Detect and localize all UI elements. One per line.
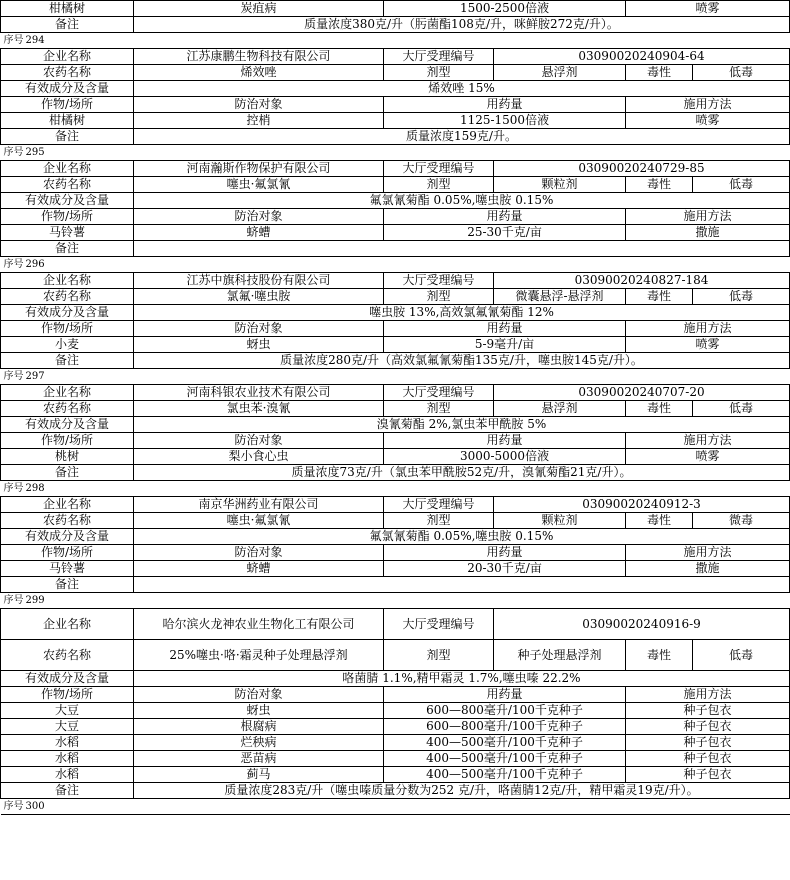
pesticide-name: 25%噻虫·咯·霜灵种子处理悬浮剂 bbox=[134, 640, 384, 671]
remark-cell bbox=[134, 241, 790, 257]
target-cell: 控梢 bbox=[134, 113, 384, 129]
form-label: 剂型 bbox=[384, 513, 494, 529]
seq-label bbox=[1, 593, 790, 609]
target-header: 防治对象 bbox=[134, 97, 384, 113]
remark-row bbox=[1, 465, 790, 481]
ingredient-label: 有效成分及含量 bbox=[1, 305, 134, 321]
crop-site-header: 作物/场所 bbox=[1, 545, 134, 561]
pesticide-name: 烯效唑 bbox=[134, 65, 384, 81]
use-header-row bbox=[1, 97, 790, 113]
form-label: 剂型 bbox=[384, 640, 494, 671]
hall-no-value: 03090020240729-85 bbox=[494, 161, 790, 177]
seq-number: 295 bbox=[25, 147, 45, 158]
method-cell: 喷雾 bbox=[626, 337, 790, 353]
target-cell: 蛴螬 bbox=[134, 225, 384, 241]
dosage-cell: 400—500毫升/100千克种子 bbox=[384, 751, 626, 767]
dosage-cell: 600—800毫升/100千克种子 bbox=[384, 719, 626, 735]
method-header: 施用方法 bbox=[626, 97, 790, 113]
crop-cell: 柑橘树 bbox=[1, 113, 134, 129]
crop-site-header: 作物/场所 bbox=[1, 687, 134, 703]
pesticide-label: 农药名称 bbox=[1, 513, 134, 529]
toxicity-label: 毒性 bbox=[626, 513, 693, 529]
method-cell: 种子包衣 bbox=[626, 719, 790, 735]
crop-cell: 水稻 bbox=[1, 767, 134, 783]
ingredient-row bbox=[1, 81, 790, 97]
method-header: 施用方法 bbox=[626, 209, 790, 225]
use-header-row bbox=[1, 321, 790, 337]
top-use-row bbox=[1, 1, 790, 17]
use-header-row bbox=[1, 209, 790, 225]
dosage-header: 用药量 bbox=[384, 433, 626, 449]
crop-cell: 桃树 bbox=[1, 449, 134, 465]
form-label: 剂型 bbox=[384, 401, 494, 417]
use-row bbox=[1, 751, 790, 767]
use-header-row bbox=[1, 545, 790, 561]
seq-number: 299 bbox=[25, 595, 45, 606]
dosage-cell: 25-30千克/亩 bbox=[384, 225, 626, 241]
company-name: 河南科银农业技术有限公司 bbox=[134, 385, 384, 401]
seq-label bbox=[1, 145, 790, 161]
target-header: 防治对象 bbox=[134, 433, 384, 449]
crop-cell: 柑橘树 bbox=[1, 1, 134, 17]
use-row bbox=[1, 337, 790, 353]
pesticide-row bbox=[1, 65, 790, 81]
form-value: 种子处理悬浮剂 bbox=[494, 640, 626, 671]
crop-cell: 水稻 bbox=[1, 735, 134, 751]
seq-label bbox=[1, 33, 790, 49]
remark-cell: 质量浓度380克/升（肟菌酯108克/升，咪鲜胺272克/升）。 bbox=[134, 17, 790, 33]
target-cell: 蚜虫 bbox=[134, 703, 384, 719]
pesticide-name: 噻虫·氟氯氰 bbox=[134, 513, 384, 529]
seq-row bbox=[1, 369, 790, 385]
method-cell: 种子包衣 bbox=[626, 751, 790, 767]
hall-no-value: 03090020240827-184 bbox=[494, 273, 790, 289]
dosage-cell: 400—500毫升/100千克种子 bbox=[384, 735, 626, 751]
remark-row bbox=[1, 577, 790, 593]
ingredient-row bbox=[1, 417, 790, 433]
seq-number: 297 bbox=[25, 371, 45, 382]
dosage-cell: 3000-5000倍液 bbox=[384, 449, 626, 465]
toxicity-value: 低毒 bbox=[693, 65, 790, 81]
method-header: 施用方法 bbox=[626, 687, 790, 703]
use-row bbox=[1, 449, 790, 465]
target-cell: 蓟马 bbox=[134, 767, 384, 783]
pesticide-label: 农药名称 bbox=[1, 65, 134, 81]
method-cell: 撒施 bbox=[626, 561, 790, 577]
crop-cell: 马铃薯 bbox=[1, 225, 134, 241]
seq-label-text: 序号 bbox=[3, 483, 24, 494]
company-row bbox=[1, 273, 790, 289]
ingredient-row bbox=[1, 529, 790, 545]
pesticide-label: 农药名称 bbox=[1, 640, 134, 671]
method-cell: 喷雾 bbox=[626, 1, 790, 17]
company-label: 企业名称 bbox=[1, 497, 134, 513]
company-name: 江苏中旗科技股份有限公司 bbox=[134, 273, 384, 289]
method-header: 施用方法 bbox=[626, 433, 790, 449]
dosage-cell: 600—800毫升/100千克种子 bbox=[384, 703, 626, 719]
company-label: 企业名称 bbox=[1, 273, 134, 289]
target-header: 防治对象 bbox=[134, 687, 384, 703]
ingredient-label: 有效成分及含量 bbox=[1, 529, 134, 545]
method-header: 施用方法 bbox=[626, 545, 790, 561]
seq-row bbox=[1, 33, 790, 49]
target-cell: 蛴螬 bbox=[134, 561, 384, 577]
form-label: 剂型 bbox=[384, 177, 494, 193]
seq-row bbox=[1, 145, 790, 161]
hall-no-value: 03090020240707-20 bbox=[494, 385, 790, 401]
toxicity-label: 毒性 bbox=[626, 401, 693, 417]
target-header: 防治对象 bbox=[134, 321, 384, 337]
target-cell: 烂秧病 bbox=[134, 735, 384, 751]
seq-row bbox=[1, 593, 790, 609]
company-name: 江苏康鹏生物科技有限公司 bbox=[134, 49, 384, 65]
form-label: 剂型 bbox=[384, 65, 494, 81]
ingredient-row bbox=[1, 671, 790, 687]
remark-row bbox=[1, 353, 790, 369]
method-cell: 撒施 bbox=[626, 225, 790, 241]
seq-number: 298 bbox=[25, 483, 45, 494]
seq-label-text: 序号 bbox=[3, 259, 24, 270]
remark-cell: 质量浓度159克/升。 bbox=[134, 129, 790, 145]
hall-no-value: 03090020240916-9 bbox=[494, 609, 790, 640]
company-row bbox=[1, 609, 790, 640]
form-value: 微囊悬浮-悬浮剂 bbox=[494, 289, 626, 305]
seq-label bbox=[1, 257, 790, 273]
crop-cell: 小麦 bbox=[1, 337, 134, 353]
pesticide-row bbox=[1, 177, 790, 193]
crop-cell: 大豆 bbox=[1, 719, 134, 735]
use-header-row bbox=[1, 433, 790, 449]
seq-row bbox=[1, 257, 790, 273]
toxicity-value: 低毒 bbox=[693, 289, 790, 305]
use-row bbox=[1, 113, 790, 129]
seq-label-text: 序号 bbox=[3, 595, 24, 606]
company-name: 河南瀚斯作物保护有限公司 bbox=[134, 161, 384, 177]
method-cell: 种子包衣 bbox=[626, 735, 790, 751]
remark-label: 备注 bbox=[1, 353, 134, 369]
seq-label-text: 序号 bbox=[3, 35, 24, 46]
ingredient-label: 有效成分及含量 bbox=[1, 417, 134, 433]
form-value: 颗粒剂 bbox=[494, 177, 626, 193]
dosage-header: 用药量 bbox=[384, 687, 626, 703]
crop-site-header: 作物/场所 bbox=[1, 209, 134, 225]
toxicity-label: 毒性 bbox=[626, 177, 693, 193]
method-header: 施用方法 bbox=[626, 321, 790, 337]
toxicity-label: 毒性 bbox=[626, 65, 693, 81]
seq-label bbox=[1, 369, 790, 385]
seq-label-text: 序号 bbox=[3, 371, 24, 382]
target-cell: 梨小食心虫 bbox=[134, 449, 384, 465]
ingredient-value: 烯效唑 15% bbox=[134, 81, 790, 97]
pesticide-label: 农药名称 bbox=[1, 177, 134, 193]
hall-no-label: 大厅受理编号 bbox=[384, 273, 494, 289]
ingredient-row bbox=[1, 305, 790, 321]
toxicity-label: 毒性 bbox=[626, 289, 693, 305]
seq-row bbox=[1, 799, 790, 815]
crop-site-header: 作物/场所 bbox=[1, 321, 134, 337]
ingredient-value: 噻虫胺 13%,高效氯氟氰菊酯 12% bbox=[134, 305, 790, 321]
top-remark-row bbox=[1, 17, 790, 33]
seq-number: 294 bbox=[25, 35, 45, 46]
remark-cell: 质量浓度280克/升（高效氯氟氰菊酯135克/升，噻虫胺145克/升）。 bbox=[134, 353, 790, 369]
company-label: 企业名称 bbox=[1, 385, 134, 401]
dosage-header: 用药量 bbox=[384, 321, 626, 337]
company-label: 企业名称 bbox=[1, 49, 134, 65]
remark-label: 备注 bbox=[1, 577, 134, 593]
ingredient-value: 氟氯氰菊酯 0.05%,噻虫胺 0.15% bbox=[134, 529, 790, 545]
company-row bbox=[1, 49, 790, 65]
toxicity-value: 低毒 bbox=[693, 640, 790, 671]
pesticide-name: 氯氟·噻虫胺 bbox=[134, 289, 384, 305]
dosage-cell: 5-9毫升/亩 bbox=[384, 337, 626, 353]
pesticide-name: 噻虫·氟氯氰 bbox=[134, 177, 384, 193]
company-row bbox=[1, 497, 790, 513]
use-row bbox=[1, 719, 790, 735]
remark-cell: 质量浓度73克/升（氯虫苯甲酰胺52克/升，溴氰菊酯21克/升）。 bbox=[134, 465, 790, 481]
seq-row bbox=[1, 481, 790, 497]
pesticide-label: 农药名称 bbox=[1, 401, 134, 417]
remark-label: 备注 bbox=[1, 465, 134, 481]
toxicity-label: 毒性 bbox=[626, 640, 693, 671]
crop-cell: 水稻 bbox=[1, 751, 134, 767]
method-cell: 种子包衣 bbox=[626, 703, 790, 719]
crop-site-header: 作物/场所 bbox=[1, 433, 134, 449]
seq-label-text: 序号 bbox=[3, 801, 24, 812]
pesticide-name: 氯虫苯·溴氰 bbox=[134, 401, 384, 417]
remark-row bbox=[1, 129, 790, 145]
seq-label bbox=[1, 481, 790, 497]
hall-no-value: 03090020240904-64 bbox=[494, 49, 790, 65]
pesticide-row bbox=[1, 401, 790, 417]
remark-label: 备注 bbox=[1, 783, 134, 799]
dosage-cell: 1500-2500倍液 bbox=[384, 1, 626, 17]
seq-label-text: 序号 bbox=[3, 147, 24, 158]
target-header: 防治对象 bbox=[134, 209, 384, 225]
company-label: 企业名称 bbox=[1, 609, 134, 640]
remark-label: 备注 bbox=[1, 129, 134, 145]
hall-no-label: 大厅受理编号 bbox=[384, 497, 494, 513]
remark-label: 备注 bbox=[1, 17, 134, 33]
form-value: 悬浮剂 bbox=[494, 401, 626, 417]
hall-no-label: 大厅受理编号 bbox=[384, 161, 494, 177]
use-row bbox=[1, 561, 790, 577]
use-header-row bbox=[1, 687, 790, 703]
remark-row bbox=[1, 783, 790, 799]
use-row bbox=[1, 735, 790, 751]
target-cell: 根腐病 bbox=[134, 719, 384, 735]
remark-cell bbox=[134, 577, 790, 593]
pesticide-label: 农药名称 bbox=[1, 289, 134, 305]
target-cell: 蚜虫 bbox=[134, 337, 384, 353]
ingredient-value: 氟氯氰菊酯 0.05%,噻虫胺 0.15% bbox=[134, 193, 790, 209]
dosage-cell: 20-30千克/亩 bbox=[384, 561, 626, 577]
toxicity-value: 微毒 bbox=[693, 513, 790, 529]
ingredient-value: 咯菌腈 1.1%,精甲霜灵 1.7%,噻虫嗪 22.2% bbox=[134, 671, 790, 687]
pesticide-row bbox=[1, 513, 790, 529]
form-value: 颗粒剂 bbox=[494, 513, 626, 529]
dosage-cell: 1125-1500倍液 bbox=[384, 113, 626, 129]
seq-number: 296 bbox=[25, 259, 45, 270]
toxicity-value: 低毒 bbox=[693, 177, 790, 193]
use-row bbox=[1, 225, 790, 241]
form-value: 悬浮剂 bbox=[494, 65, 626, 81]
use-row bbox=[1, 703, 790, 719]
target-cell: 恶苗病 bbox=[134, 751, 384, 767]
ingredient-label: 有效成分及含量 bbox=[1, 671, 134, 687]
toxicity-value: 低毒 bbox=[693, 401, 790, 417]
ingredient-value: 溴氰菊酯 2%,氯虫苯甲酰胺 5% bbox=[134, 417, 790, 433]
method-cell: 喷雾 bbox=[626, 449, 790, 465]
crop-cell: 马铃薯 bbox=[1, 561, 134, 577]
dosage-header: 用药量 bbox=[384, 209, 626, 225]
seq-number: 300 bbox=[25, 801, 45, 812]
remark-label: 备注 bbox=[1, 241, 134, 257]
ingredient-label: 有效成分及含量 bbox=[1, 193, 134, 209]
crop-site-header: 作物/场所 bbox=[1, 97, 134, 113]
target-cell: 炭疽病 bbox=[134, 1, 384, 17]
form-label: 剂型 bbox=[384, 289, 494, 305]
dosage-cell: 400—500毫升/100千克种子 bbox=[384, 767, 626, 783]
hall-no-value: 03090020240912-3 bbox=[494, 497, 790, 513]
method-cell: 种子包衣 bbox=[626, 767, 790, 783]
company-name: 哈尔滨火龙神农业生物化工有限公司 bbox=[134, 609, 384, 640]
hall-no-label: 大厅受理编号 bbox=[384, 49, 494, 65]
ingredient-label: 有效成分及含量 bbox=[1, 81, 134, 97]
target-header: 防治对象 bbox=[134, 545, 384, 561]
method-cell: 喷雾 bbox=[626, 113, 790, 129]
use-row bbox=[1, 767, 790, 783]
hall-no-label: 大厅受理编号 bbox=[384, 609, 494, 640]
pesticide-row bbox=[1, 640, 790, 671]
dosage-header: 用药量 bbox=[384, 545, 626, 561]
ingredient-row bbox=[1, 193, 790, 209]
company-name: 南京华洲药业有限公司 bbox=[134, 497, 384, 513]
crop-cell: 大豆 bbox=[1, 703, 134, 719]
hall-no-label: 大厅受理编号 bbox=[384, 385, 494, 401]
pesticide-row bbox=[1, 289, 790, 305]
company-label: 企业名称 bbox=[1, 161, 134, 177]
remark-cell: 质量浓度283克/升（噻虫嗪质量分数为252 克/升，咯菌腈12克/升，精甲霜灵19克/升）。 bbox=[134, 783, 790, 799]
remark-row bbox=[1, 241, 790, 257]
dosage-header: 用药量 bbox=[384, 97, 626, 113]
company-row bbox=[1, 385, 790, 401]
company-row bbox=[1, 161, 790, 177]
seq-label bbox=[1, 799, 790, 815]
